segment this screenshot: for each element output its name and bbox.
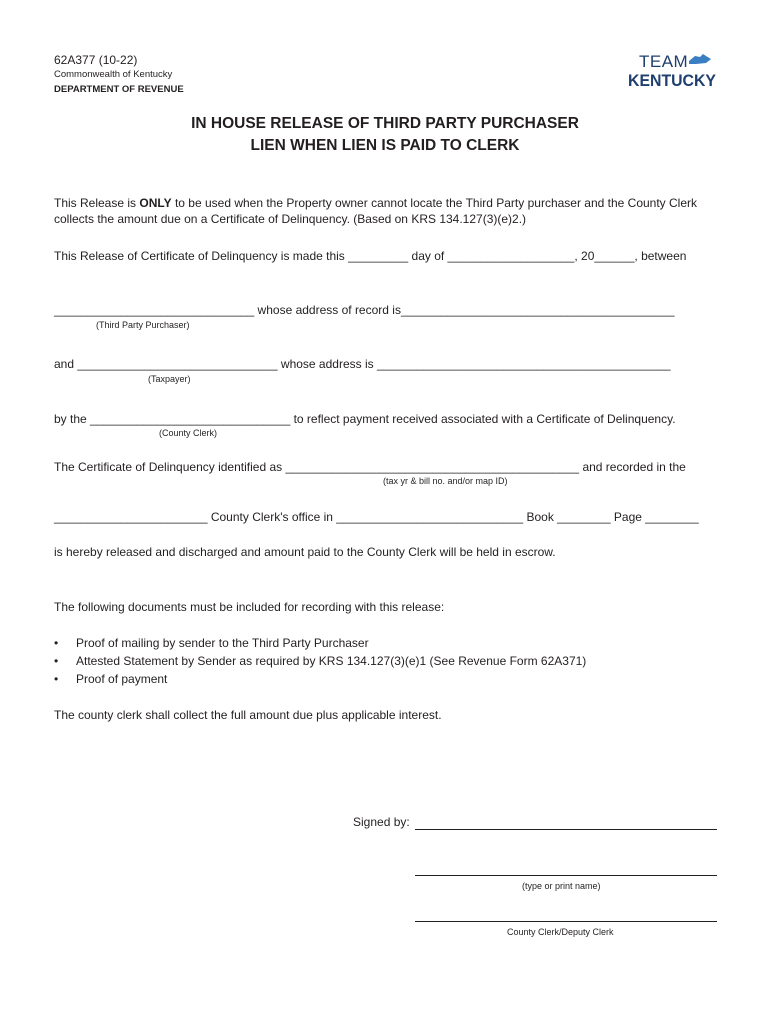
certificate-caption: (tax yr & bill no. and/or map ID) xyxy=(383,476,508,486)
document-item: Attested Statement by Sender as required by KRS 134.127(3)(e)1 (See Revenue Form 62A371) xyxy=(76,654,587,668)
bullet-icon: • xyxy=(54,636,59,650)
intro-line-2: collects the amount due on a Certificate of Delinquency. (Based on KRS 134.127(3)(e)2.) xyxy=(54,212,527,226)
intro-line-1 xyxy=(54,196,697,210)
clerk-title-line[interactable] xyxy=(415,921,717,922)
kentucky-state-icon xyxy=(689,54,711,64)
taxpayer-caption: (Taxpayer) xyxy=(148,374,191,384)
document-item: Proof of mailing by sender to the Third Party Purchaser xyxy=(76,636,369,650)
bullet-icon: • xyxy=(54,654,59,668)
documents-intro: The following documents must be included for recording with this release: xyxy=(54,600,445,614)
taxpayer-field-line[interactable]: and ______________________________ whose address is ____________________________________________ xyxy=(54,357,671,371)
form-title-line-1: IN HOUSE RELEASE OF THIRD PARTY PURCHASER xyxy=(191,115,579,132)
printed-name-caption: (type or print name) xyxy=(522,881,601,891)
logo-team-text: TEAM xyxy=(639,52,689,71)
document-item: Proof of payment xyxy=(76,672,168,686)
intro-post: to be used when the Property owner cannot locate the Third Party purchaser and the County Clerk xyxy=(171,196,698,210)
intro-only-emphasis: ONLY xyxy=(139,196,172,210)
certificate-id-field-line[interactable]: The Certificate of Delinquency identified as ____________________________________________ and recorded in the xyxy=(54,460,686,474)
release-discharge-statement: is hereby released and discharged and amount paid to the County Clerk will be held in escrow. xyxy=(54,545,556,559)
purchaser-caption: (Third Party Purchaser) xyxy=(96,320,190,330)
printed-name-line[interactable] xyxy=(415,875,717,876)
clerk-field-line[interactable]: by the ______________________________ to reflect payment received associated with a Certificate of Delinquency. xyxy=(54,412,676,426)
bullet-icon: • xyxy=(54,672,59,686)
logo-kentucky-text: KENTUCKY xyxy=(628,71,717,90)
interest-statement: The county clerk shall collect the full amount due plus applicable interest. xyxy=(54,708,442,722)
release-date-line[interactable]: This Release of Certificate of Delinquency is made this _________ day of ___________________, 20______, between xyxy=(54,249,687,263)
intro-pre: This Release is xyxy=(54,196,140,210)
team-kentucky-logo xyxy=(626,50,720,90)
clerk-caption: (County Clerk) xyxy=(159,428,218,438)
form-title-line-2: LIEN WHEN LIEN IS PAID TO CLERK xyxy=(250,137,520,154)
purchaser-field-line[interactable]: ______________________________ whose address of record is_________________________________________ xyxy=(54,303,675,317)
office-book-page-line[interactable]: _______________________ County Clerk's office in ____________________________ Book ________ Page ________ xyxy=(54,510,699,524)
clerk-title-caption: County Clerk/Deputy Clerk xyxy=(507,927,614,937)
department-name: DEPARTMENT OF REVENUE xyxy=(54,84,184,95)
form-number: 62A377 (10-22) xyxy=(54,53,138,67)
signed-by-label: Signed by: xyxy=(353,815,410,829)
agency-name: Commonwealth of Kentucky xyxy=(54,69,173,80)
signature-line[interactable] xyxy=(415,829,717,830)
